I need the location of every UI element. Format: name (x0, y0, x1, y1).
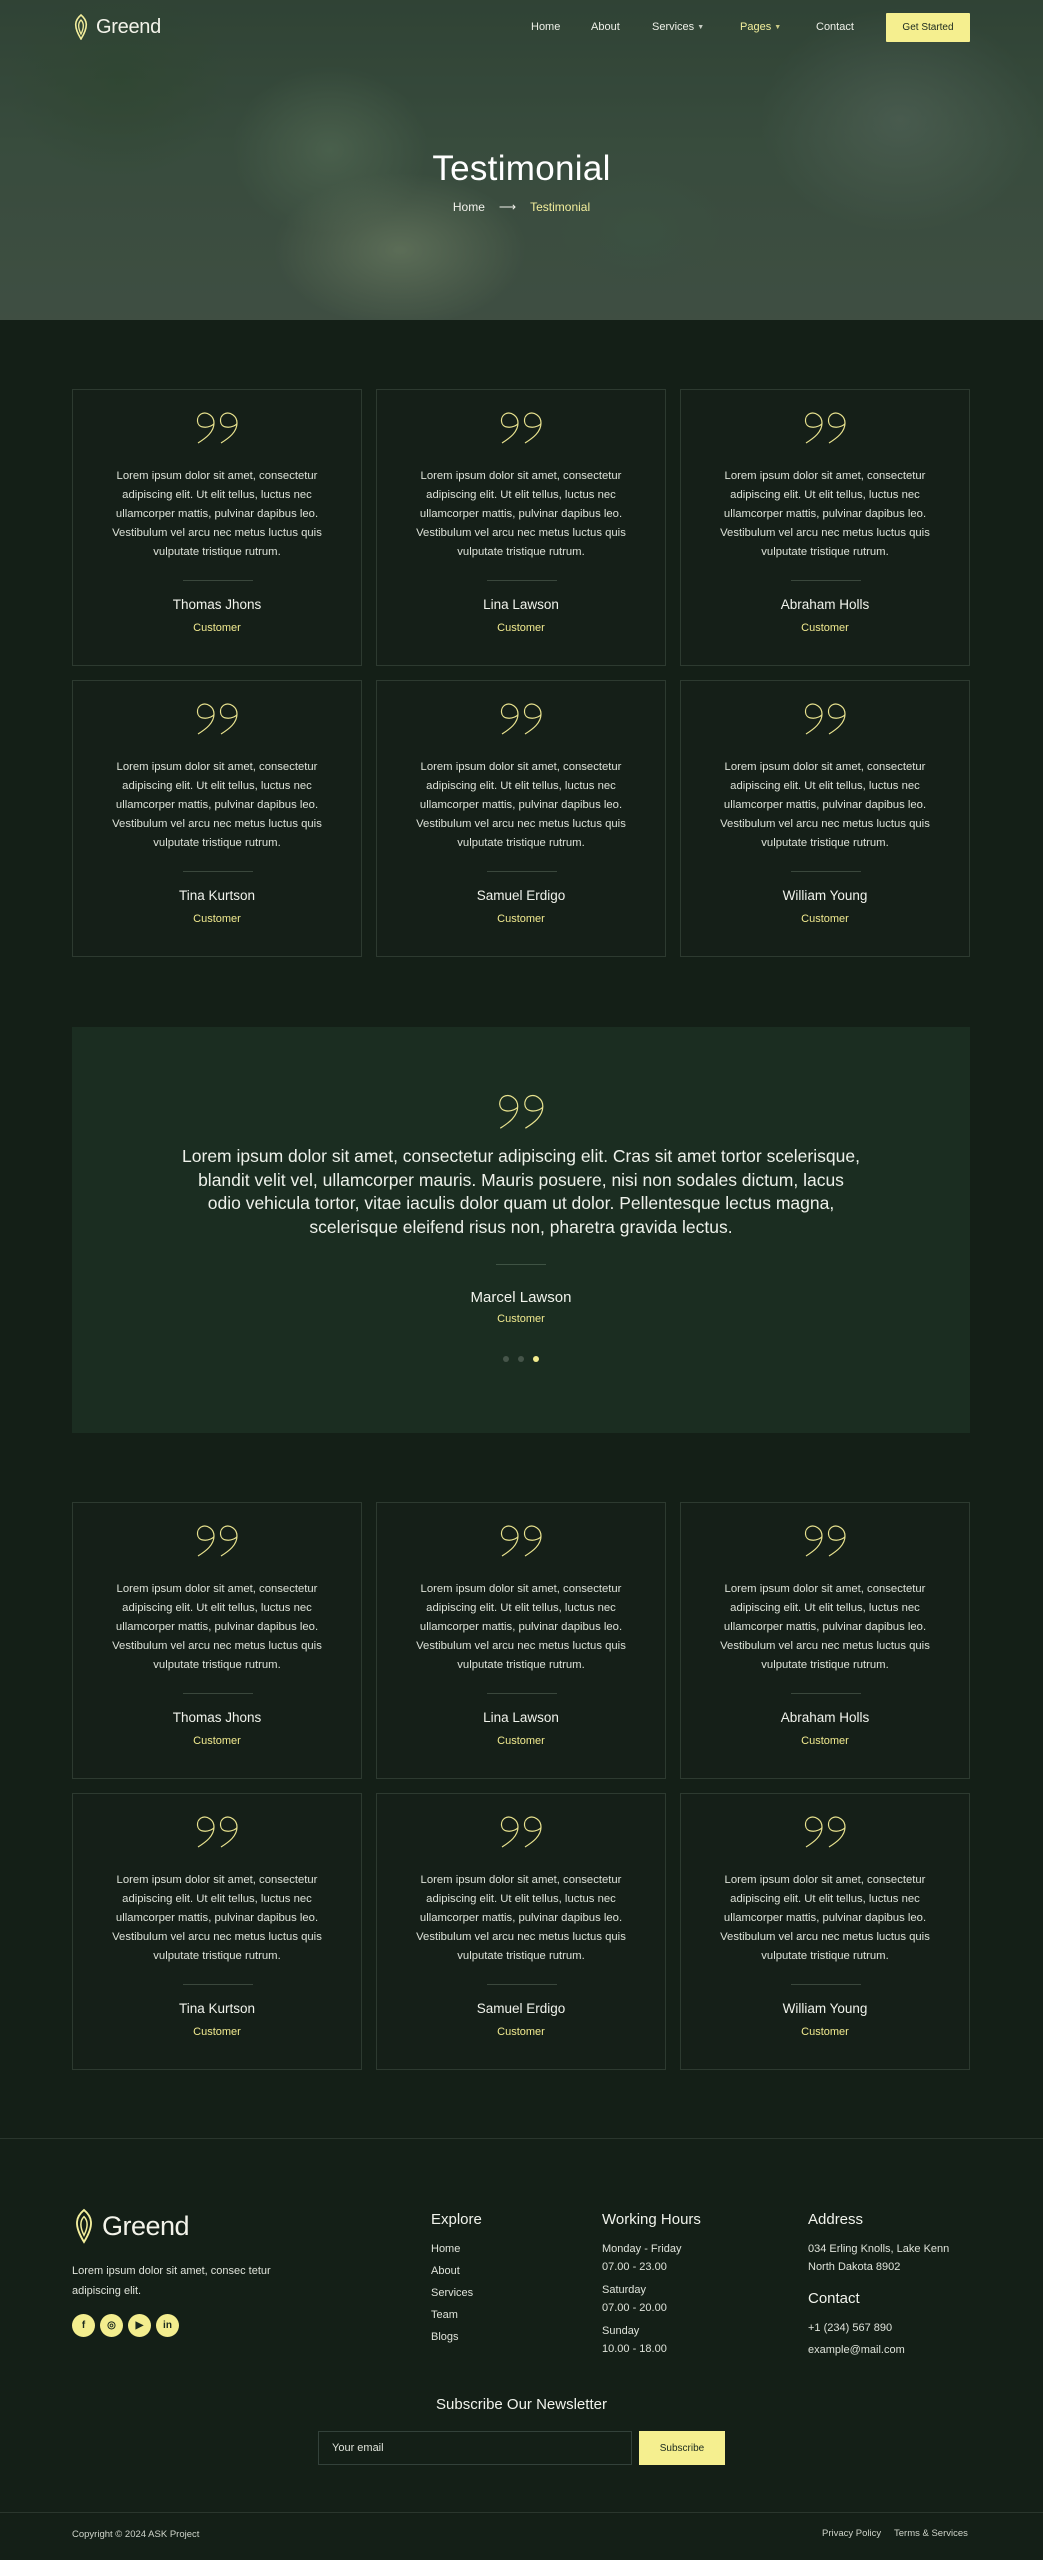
footer-link-about[interactable]: About (431, 2265, 460, 2277)
featured-testimonial-slider (72, 1027, 970, 1433)
testimonial-text: Lorem ipsum dolor sit amet, consectetur adipiscing elit. Ut elit tellus, luctus nec ullamcorper mattis, pulvinar dapibus leo. Vestibulum vel arcu nec metus luctus quis vulputate tristique rutrum. (720, 1583, 930, 1671)
testimonial-text: Lorem ipsum dolor sit amet, consectetur adipiscing elit. Ut elit tellus, luctus nec ullamcorper mattis, pulvinar dapibus leo. Vestibulum vel arcu nec metus luctus quis vulputate tristique rutrum. (720, 761, 930, 849)
testimonial-text: Lorem ipsum dolor sit amet, consectetur adipiscing elit. Ut elit tellus, luctus nec ullamcorper mattis, pulvinar dapibus leo. Vestibulum vel arcu nec metus luctus quis vulputate tristique rutrum. (720, 470, 930, 558)
hours-day: Monday - Friday (602, 2243, 682, 2255)
subscribe-button[interactable]: Subscribe (639, 2431, 725, 2465)
nav-services-label: Services (652, 21, 695, 33)
footer-divider (0, 2138, 1043, 2139)
quote-icon (681, 1523, 969, 1563)
footer-about-text: Lorem ipsum dolor sit amet, consec tetur adipiscing elit. (72, 2265, 271, 2297)
slider-dots (72, 1356, 970, 1362)
testimonial-text: Lorem ipsum dolor sit amet, consectetur adipiscing elit. Ut elit tellus, luctus nec ullamcorper mattis, pulvinar dapibus leo. Vestibulum vel arcu nec metus luctus quis vulputate tristique rutrum. (416, 1583, 626, 1671)
breadcrumb (0, 200, 1043, 214)
testimonial-card (72, 1793, 362, 2070)
testimonial-author: William Young (782, 2001, 868, 2016)
page-title: Testimonial (432, 149, 611, 188)
site-logo[interactable] (72, 14, 161, 40)
newsletter-title: Subscribe Our Newsletter (436, 2396, 607, 2413)
address-line-2: North Dakota 8902 (808, 2261, 901, 2273)
testimonial-text: Lorem ipsum dolor sit amet, consectetur adipiscing elit. Ut elit tellus, luctus nec ullamcorper mattis, pulvinar dapibus leo. Vestibulum vel arcu nec metus luctus quis vulputate tristique rutrum. (416, 761, 626, 849)
divider (487, 871, 557, 872)
testimonial-card (72, 1502, 362, 1779)
testimonial-card (680, 1502, 970, 1779)
hours-time: 07.00 - 20.00 (602, 2302, 667, 2314)
nav-about[interactable] (591, 21, 620, 33)
featured-testimonial-text: Lorem ipsum dolor sit amet, consectetur adipiscing elit. Cras sit amet tortor scelerisque, blandit velit vel, ullamcorper mauris. Mauris posuere, nisi non sodales dictum, lacus odio vehicula tortor, vitae iaculis dolor quam ut dolor. Pellentesque lectus magna, scelerisque eleifend risus non, pharetra gravida lectus. (182, 1146, 860, 1237)
testimonial-role: Customer (801, 1735, 849, 1747)
explore-title: Explore (431, 2211, 482, 2228)
linkedin-icon[interactable]: in (156, 2314, 179, 2337)
testimonial-author: Lina Lawson (483, 1710, 559, 1725)
top-nav (0, 0, 1043, 56)
quote-icon (377, 701, 665, 741)
address-line-1: 034 Erling Knolls, Lake Kenn (808, 2243, 950, 2255)
testimonial-text: Lorem ipsum dolor sit amet, consectetur adipiscing elit. Ut elit tellus, luctus nec ullamcorper mattis, pulvinar dapibus leo. Vestibulum vel arcu nec metus luctus quis vulputate tristique rutrum. (416, 1874, 626, 1962)
testimonial-text: Lorem ipsum dolor sit amet, consectetur adipiscing elit. Ut elit tellus, luctus nec ullamcorper mattis, pulvinar dapibus leo. Vestibulum vel arcu nec metus luctus quis vulputate tristique rutrum. (112, 1874, 322, 1962)
chevron-down-icon: ▼ (774, 23, 782, 31)
testimonial-role: Customer (193, 2026, 241, 2038)
contact-title: Contact (808, 2290, 860, 2307)
contact-email[interactable]: example@mail.com (808, 2344, 905, 2356)
testimonial-role: Customer (193, 913, 241, 925)
testimonial-author: Tina Kurtson (178, 888, 256, 903)
testimonial-role: Customer (193, 622, 241, 634)
testimonial-text: Lorem ipsum dolor sit amet, consectetur adipiscing elit. Ut elit tellus, luctus nec ullamcorper mattis, pulvinar dapibus leo. Vestibulum vel arcu nec metus luctus quis vulputate tristique rutrum. (112, 761, 322, 849)
youtube-icon[interactable]: ▶ (128, 2314, 151, 2337)
testimonial-role: Customer (801, 622, 849, 634)
testimonial-card (376, 389, 666, 666)
featured-author: Marcel Lawson (470, 1289, 572, 1306)
nav-pages[interactable] (740, 21, 781, 33)
testimonial-text: Lorem ipsum dolor sit amet, consectetur adipiscing elit. Ut elit tellus, luctus nec ullamcorper mattis, pulvinar dapibus leo. Vestibulum vel arcu nec metus luctus quis vulputate tristique rutrum. (112, 1583, 322, 1671)
testimonial-role: Customer (193, 1735, 241, 1747)
testimonial-text: Lorem ipsum dolor sit amet, consectetur adipiscing elit. Ut elit tellus, luctus nec ullamcorper mattis, pulvinar dapibus leo. Vestibulum vel arcu nec metus luctus quis vulputate tristique rutrum. (416, 470, 626, 558)
slider-dot-active[interactable] (533, 1356, 539, 1362)
slider-dot[interactable] (518, 1356, 524, 1362)
arrow-right-icon: ⟶ (498, 200, 517, 214)
nav-contact-label: Contact (816, 21, 854, 33)
divider (791, 1984, 861, 1985)
nav-home[interactable] (531, 21, 560, 33)
instagram-icon[interactable]: ◎ (100, 2314, 123, 2337)
testimonial-card (72, 680, 362, 957)
hours-time: 07.00 - 23.00 (602, 2261, 667, 2273)
quote-icon (377, 1814, 665, 1854)
nav-contact[interactable] (816, 21, 854, 33)
featured-role: Customer (497, 1313, 545, 1325)
testimonial-author: Samuel Erdigo (476, 2001, 566, 2016)
testimonial-grid-bottom (72, 1502, 970, 2070)
divider (183, 1693, 253, 1694)
breadcrumb-current: Testimonial (530, 200, 591, 214)
testimonial-card (72, 389, 362, 666)
nav-home-label: Home (531, 21, 561, 33)
testimonial-card (680, 680, 970, 957)
testimonial-role: Customer (497, 913, 545, 925)
footer-logo[interactable] (72, 2208, 189, 2244)
footer-link-blogs[interactable]: Blogs (431, 2331, 459, 2343)
hero-banner (0, 0, 1043, 320)
testimonial-author: Abraham Holls (780, 597, 870, 612)
leaf-logo-icon (72, 14, 90, 40)
divider (183, 580, 253, 581)
nav-pages-label: Pages (740, 21, 772, 33)
footer-brand-name: Greend (102, 2210, 190, 2241)
copyright-text: Copyright © 2024 ASK Project (72, 2529, 200, 2540)
testimonial-author: Tina Kurtson (178, 2001, 256, 2016)
testimonial-text: Lorem ipsum dolor sit amet, consectetur adipiscing elit. Ut elit tellus, luctus nec ullamcorper mattis, pulvinar dapibus leo. Vestibulum vel arcu nec metus luctus quis vulputate tristique rutrum. (112, 470, 322, 558)
social-links (72, 2314, 179, 2337)
divider (183, 871, 253, 872)
testimonial-author: Abraham Holls (780, 1710, 870, 1725)
brand-name: Greend (96, 15, 161, 38)
divider (487, 1984, 557, 1985)
leaf-logo-icon (72, 2208, 96, 2244)
quote-icon (73, 1523, 361, 1563)
privacy-policy-link[interactable]: Privacy Policy (822, 2528, 882, 2539)
divider (791, 580, 861, 581)
testimonial-role: Customer (801, 2026, 849, 2038)
quote-icon (377, 1523, 665, 1563)
quote-icon (73, 701, 361, 741)
quote-icon (73, 410, 361, 450)
testimonial-text: Lorem ipsum dolor sit amet, consectetur adipiscing elit. Ut elit tellus, luctus nec ullamcorper mattis, pulvinar dapibus leo. Vestibulum vel arcu nec metus luctus quis vulputate tristique rutrum. (720, 1874, 930, 1962)
newsletter-email-input[interactable]: Your email (318, 2431, 632, 2465)
divider (496, 1264, 546, 1265)
address-title: Address (808, 2211, 864, 2228)
quote-icon (377, 410, 665, 450)
chevron-down-icon: ▼ (697, 23, 705, 31)
facebook-icon[interactable]: f (72, 2314, 95, 2337)
footer-link-team[interactable]: Team (431, 2309, 458, 2321)
testimonial-role: Customer (497, 1735, 545, 1747)
testimonial-grid-top (72, 389, 970, 957)
testimonial-role: Customer (497, 622, 545, 634)
quote-icon (72, 1092, 970, 1136)
footer-bottom-divider (0, 2512, 1043, 2513)
working-hours-title: Working Hours (602, 2211, 701, 2228)
testimonial-card (376, 1502, 666, 1779)
slider-dot[interactable] (503, 1356, 509, 1362)
divider (487, 1693, 557, 1694)
testimonial-card (376, 1793, 666, 2070)
terms-link[interactable]: Terms & Services (894, 2528, 968, 2539)
testimonial-role: Customer (801, 913, 849, 925)
hours-day: Sunday (602, 2325, 640, 2337)
testimonial-author: Lina Lawson (483, 597, 559, 612)
divider (791, 871, 861, 872)
hours-time: 10.00 - 18.00 (602, 2343, 667, 2355)
quote-icon (681, 1814, 969, 1854)
contact-phone[interactable]: +1 (234) 567 890 (808, 2322, 893, 2334)
testimonial-author: Samuel Erdigo (476, 888, 566, 903)
testimonial-card (680, 1793, 970, 2070)
testimonial-card (680, 389, 970, 666)
divider (183, 1984, 253, 1985)
quote-icon (73, 1814, 361, 1854)
divider (791, 1693, 861, 1694)
nav-services[interactable] (652, 21, 704, 33)
footer-link-services[interactable]: Services (431, 2287, 474, 2299)
get-started-button[interactable]: Get Started (886, 13, 970, 42)
quote-icon (681, 410, 969, 450)
testimonial-author: Thomas Jhons (172, 1710, 262, 1725)
testimonial-card (376, 680, 666, 957)
testimonial-role: Customer (497, 2026, 545, 2038)
footer-link-home[interactable]: Home (431, 2243, 461, 2255)
hours-day: Saturday (602, 2284, 647, 2296)
divider (487, 580, 557, 581)
quote-icon (681, 701, 969, 741)
testimonial-author: Thomas Jhons (172, 597, 262, 612)
testimonial-author: William Young (782, 888, 868, 903)
nav-about-label: About (591, 21, 620, 33)
breadcrumb-home[interactable]: Home (452, 200, 485, 214)
